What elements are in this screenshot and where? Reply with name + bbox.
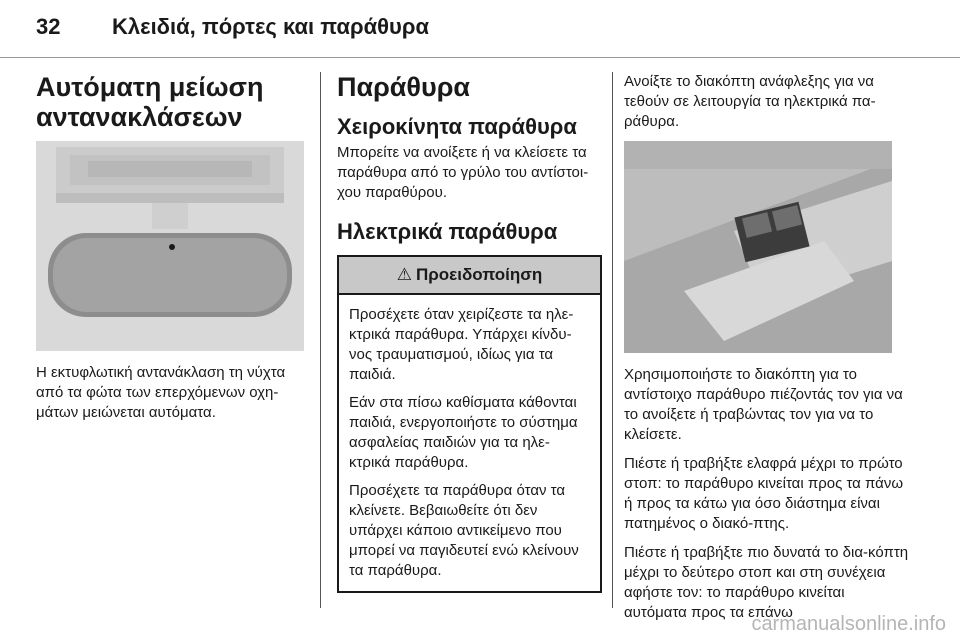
- mirror-heading-line1: Αυτόματη μείωση: [36, 72, 264, 102]
- column-divider-right: [612, 72, 613, 608]
- window-switch-photo: [624, 141, 892, 353]
- page-title: Κλειδιά, πόρτες και παράθυρα: [112, 14, 429, 39]
- rearview-mirror-photo: [36, 141, 304, 351]
- second-stop-text: Πιέστε ή τραβήξτε πιο δυνατά το δια-κόπτη μέχρι το δεύτερο στοπ και στη συνέχεια αφήστε τον: το παράθυρο κινείται αυτόματα προς τα επάνω: [624, 544, 909, 621]
- electric-windows-heading: Ηλεκτρικά παράθυρα: [337, 219, 558, 244]
- left-column: [36, 72, 304, 432]
- windows-section-title: Παράθυρα: [337, 72, 471, 102]
- watermark: carmanualsonline.info: [751, 613, 946, 635]
- mirror-heading: [36, 72, 304, 132]
- warning-box: [337, 255, 602, 593]
- header-rule: [0, 57, 960, 58]
- warning-body: [339, 295, 600, 591]
- warning-paragraph: Προσέχετε τα παράθυρα όταν τα κλείνετε. Βεβαιωθείτε ότι δεν υπάρχει κάποιο αντικείμενο που μπορεί να παγιδευτεί ενώ κλείνουν τα παράθυρα.: [349, 482, 579, 579]
- ignition-intro-text: Ανοίξτε το διακόπτη ανάφλεξης για να τεθούν σε λειτουργία τα ηλεκτρικά πα-ράθυρα.: [624, 73, 876, 130]
- auto-dim-sensor-icon: [169, 244, 175, 250]
- warning-paragraph: Προσέχετε όταν χειρίζεστε τα ηλε-κτρικά παράθυρα. Υπάρχει κίνδυ-νος τραυματισμού, ιδίως για τα παιδιά.: [349, 306, 574, 383]
- right-column: [624, 72, 910, 632]
- manual-windows-text: Μπορείτε να ανοίξετε ή να κλείσετε τα παράθυρα από το γρύλο του αντίστοι-χου παραθύρου.: [337, 144, 589, 201]
- first-stop-text: Πιέστε ή τραβήξτε ελαφρά μέχρι το πρώτο στοπ: το παράθυρο κινείται προς τα πάνω ή προς τα κάτω για όσο διάστημα είναι πατημένος ο διακό-πτης.: [624, 455, 904, 532]
- warning-title: Προειδοποίηση: [416, 265, 543, 284]
- switch-usage-text: Χρησιμοποιήστε το διακόπτη για το αντίστοιχο παράθυρο πιέζοντάς τον για να το ανοίξετε ή τραβώντας τον για να το κλείσετε.: [624, 366, 903, 443]
- mirror-body-text: Η εκτυφλωτική αντανάκλαση τη νύχτα από τα φώτα των επερχόμενων οχη-μάτων μειώνεται αυτόματα.: [36, 364, 286, 421]
- manual-windows-heading: Χειροκίνητα παράθυρα: [337, 114, 577, 139]
- mirror-heading-line2: αντανακλάσεων: [36, 102, 243, 132]
- column-divider-left: [320, 72, 321, 608]
- warning-paragraph: Εάν στα πίσω καθίσματα κάθονται παιδιά, ενεργοποιήστε το σύστημα ασφαλείας παιδιών για τα ηλε-κτρικά παράθυρα.: [349, 394, 578, 471]
- warning-triangle-icon: ⚠: [396, 265, 412, 284]
- page-number: 32: [36, 14, 61, 39]
- middle-column: [337, 72, 602, 593]
- warning-header: [339, 257, 600, 295]
- page-header: [0, 0, 960, 58]
